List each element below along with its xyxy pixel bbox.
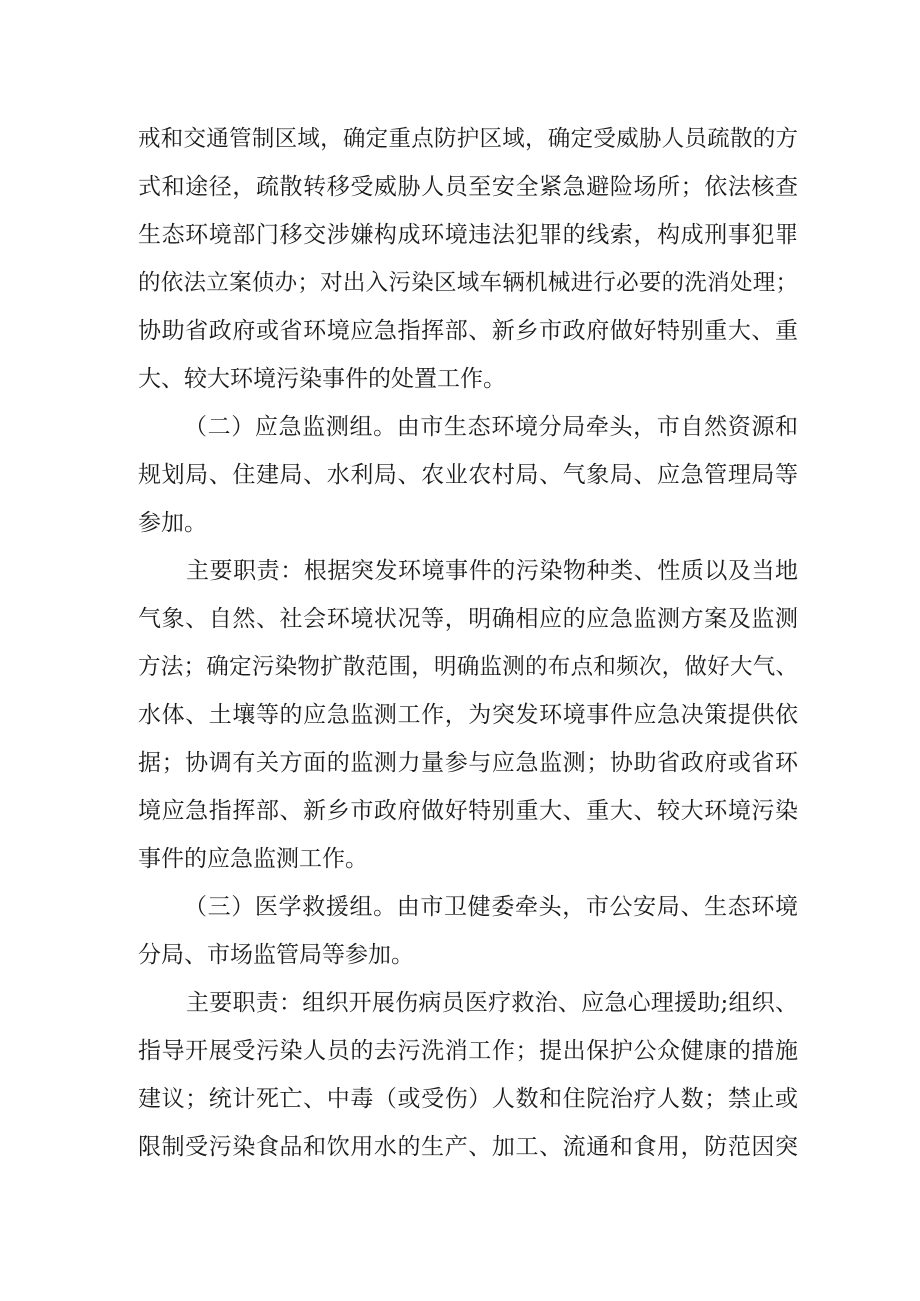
paragraph-line: 的依法立案侦办；对出入污染区域车辆机械进行必要的洗消处理；	[138, 270, 798, 296]
paragraph-line: 指导开展受污染人员的去污洗消工作；提出保护公众健康的措施	[138, 1038, 798, 1064]
paragraph-line: 生态环境部门移交涉嫌构成环境违法犯罪的线索，构成刑事犯罪	[138, 222, 798, 248]
paragraph-line: 规划局、住建局、水利局、农业农村局、气象局、应急管理局等	[138, 462, 798, 488]
paragraph-line: 式和途径，疏散转移受威胁人员至安全紧急避险场所；依法核查	[138, 174, 798, 200]
paragraph-line: 大、较大环境污染事件的处置工作。	[138, 366, 506, 392]
paragraph-line: 据；协调有关方面的监测力量参与应急监测；协助省政府或省环	[138, 750, 798, 776]
paragraph-line: 协助省政府或省环境应急指挥部、新乡市政府做好特别重大、重	[138, 318, 798, 344]
section-heading-line: （三）医学救援组。由市卫健委牵头，市公安局、生态环境	[184, 894, 798, 920]
paragraph-line: 事件的应急监测工作。	[138, 846, 368, 872]
paragraph-line: 建议；统计死亡、中毒（或受伤）人数和住院治疗人数；禁止或	[138, 1086, 798, 1112]
paragraph-line: 戒和交通管制区域，确定重点防护区域，确定受威胁人员疏散的方	[138, 126, 798, 152]
paragraph-line: 分局、市场监管局等参加。	[138, 942, 414, 968]
paragraph-line: 方法；确定污染物扩散范围，明确监测的布点和频次，做好大气、	[138, 654, 798, 680]
paragraph-line: 气象、自然、社会环境状况等，明确相应的应急监测方案及监测	[138, 606, 798, 632]
paragraph-line: 境应急指挥部、新乡市政府做好特别重大、重大、较大环境污染	[138, 798, 798, 824]
paragraph-line: 主要职责：组织开展伤病员医疗救治、应急心理援助;组织、	[186, 990, 798, 1016]
paragraph-line: 参加。	[138, 510, 207, 536]
paragraph-line: 限制受污染食品和饮用水的生产、加工、流通和食用，防范因突	[138, 1134, 798, 1160]
section-heading-line: （二）应急监测组。由市生态环境分局牵头，市自然资源和	[184, 414, 798, 440]
paragraph-line: 水体、土壤等的应急监测工作，为突发环境事件应急决策提供依	[138, 702, 798, 728]
paragraph-line: 主要职责：根据突发环境事件的污染物种类、性质以及当地	[186, 558, 798, 584]
